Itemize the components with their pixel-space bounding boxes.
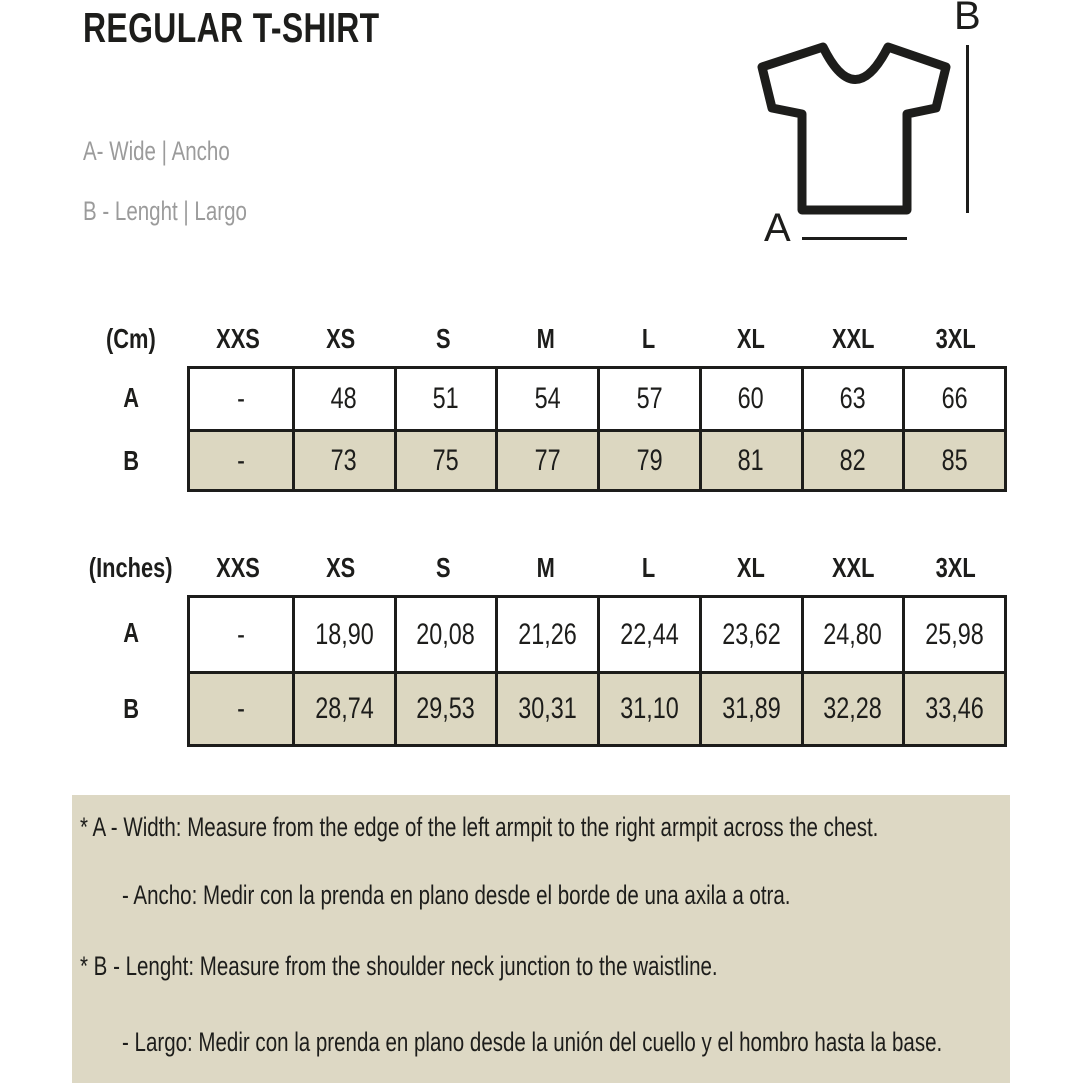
tshirt-outline-icon [753,37,955,219]
page-title: REGULAR T-SHIRT [83,4,380,51]
legend-length-label: B - Lenght | Largo [83,196,247,226]
table-cell: 54 [495,369,597,429]
table-cell: 82 [801,429,903,489]
table-cell: 33,46 [902,671,1004,744]
column-header-m: M [536,323,555,354]
cm-table-body [75,366,1007,492]
table-cell: - [190,598,292,671]
column-header-m: M [536,552,555,583]
table-cell: 21,26 [495,598,597,671]
row-label-b: B [123,444,139,476]
table-cell: 73 [292,429,394,489]
table-cell: - [190,429,292,489]
column-header-s: S [435,552,451,583]
table-cell: 75 [394,429,496,489]
column-header-xs: XS [326,552,356,583]
legend-width-label: A- Wide | Ancho [83,136,230,166]
table-cell: 77 [495,429,597,489]
column-header-xxl: XXL [832,552,875,583]
table-cell: 18,90 [292,598,394,671]
inches-size-table [75,541,1007,747]
table-cell: 30,31 [495,671,597,744]
length-measure-line [966,45,969,213]
length-marker-label: B [954,0,981,38]
column-header-xxs: XXS [216,552,261,583]
measurement-notes-box [72,795,1010,1083]
table-cell: - [190,671,292,744]
column-header-s: S [435,323,451,354]
table-cell: - [190,369,292,429]
table-cell: 81 [699,429,801,489]
cm-size-table [75,312,1007,492]
table-cell: 24,80 [801,598,903,671]
table-cell: 48 [292,369,394,429]
table-cell: 22,44 [597,598,699,671]
table-cell: 66 [902,369,1004,429]
table-cell: 31,10 [597,671,699,744]
column-header-xl: XL [736,323,765,354]
table-cell: 60 [699,369,801,429]
cm-table-grid [187,366,1007,492]
table-cell: 85 [902,429,1004,489]
table-cell: 25,98 [902,598,1004,671]
inches-table-grid [187,595,1007,747]
note-length-es: - Largo: Medir con la prenda en plano desde la unión del cuello y el hombro hasta la base. [122,1027,943,1058]
row-label-a: A [123,381,139,413]
width-measure-line [802,237,907,240]
table-cell: 20,08 [394,598,496,671]
note-length-en: * B - Lenght: Measure from the shoulder neck junction to the waistline. [80,951,718,982]
column-header-xl: XL [736,552,765,583]
column-header-xs: XS [326,323,356,354]
column-header-3xl: 3XL [935,552,976,583]
note-width-es: - Ancho: Medir con la prenda en plano desde el borde de una axila a otra. [122,879,791,910]
table-cell: 28,74 [292,671,394,744]
inches-unit-label: (Inches) [89,552,173,583]
cm-unit-label: (Cm) [106,323,156,354]
cm-row-labels [75,366,187,492]
table-cell: 32,28 [801,671,903,744]
table-cell: 23,62 [699,598,801,671]
note-width-en: * A - Width: Measure from the edge of the left armpit to the right armpit across the chest. [80,812,879,842]
row-label-a: A [123,617,139,648]
table-cell: 29,53 [394,671,496,744]
column-header-3xl: 3XL [935,323,976,354]
column-header-l: L [641,552,655,583]
column-header-l: L [641,323,655,354]
table-cell: 31,89 [699,671,801,744]
row-label-b: B [123,693,139,724]
table-cell: 79 [597,429,699,489]
table-cell: 63 [801,369,903,429]
cm-table-header [75,312,1007,366]
inches-row-labels [75,595,187,747]
inches-table-body [75,595,1007,747]
column-header-xxl: XXL [832,323,875,354]
table-cell: 51 [394,369,496,429]
column-header-xxs: XXS [216,323,261,354]
table-cell: 57 [597,369,699,429]
width-marker-label: A [764,206,791,250]
inches-table-header [75,541,1007,595]
